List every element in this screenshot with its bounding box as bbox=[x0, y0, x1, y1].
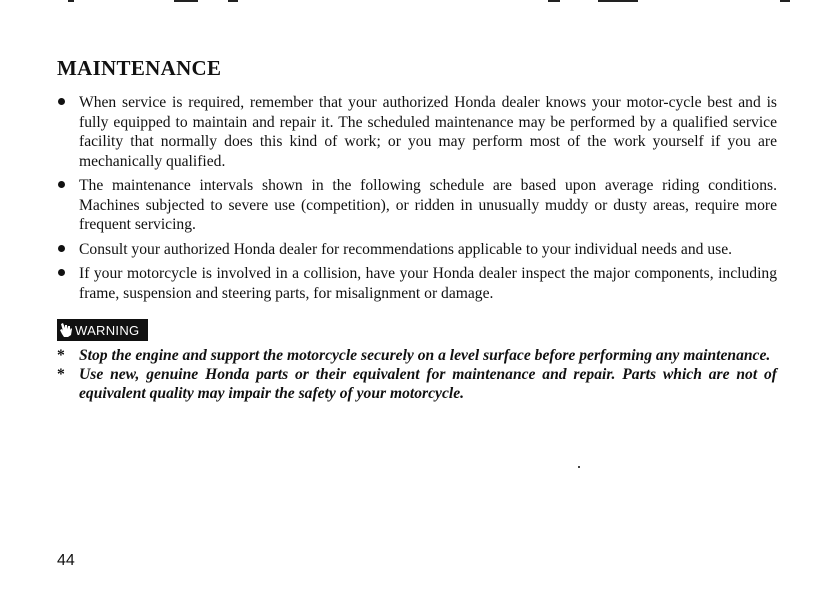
warning-bullet: * bbox=[57, 347, 65, 364]
warning-list bbox=[57, 346, 777, 403]
bullet-text: If your motorcycle is involved in a collision, have your Honda dealer inspect the major components, including frame, suspension and steering parts, for misalignment or damage. bbox=[79, 265, 777, 302]
warning-text: Use new, genuine Honda parts or their equivalent for maintenance and repair. Parts which are not of equivalent quality may impair the safety of your motorcycle. bbox=[79, 366, 777, 402]
page-title: MAINTENANCE bbox=[57, 56, 222, 80]
list-item bbox=[57, 365, 777, 403]
warning-label: WARNING bbox=[75, 322, 140, 338]
bullet-icon bbox=[58, 245, 65, 252]
warning-badge bbox=[57, 319, 148, 341]
list-item bbox=[57, 93, 777, 171]
pointing-hand-icon bbox=[59, 322, 73, 338]
list-item bbox=[57, 176, 777, 235]
bullet-icon bbox=[58, 181, 65, 188]
page-number: 44 bbox=[57, 552, 75, 569]
list-item bbox=[57, 264, 777, 303]
maintenance-bullet-list bbox=[57, 93, 777, 308]
bullet-text: When service is required, remember that your authorized Honda dealer knows your motor-cycle best and is fully equipped to maintain and repair it. The scheduled maintenance may be performed by a qualified service facility that normally does this kind of work; or you may perform most of the work yourself if you are mechanically qualified. bbox=[79, 94, 777, 170]
bullet-icon bbox=[58, 98, 65, 105]
top-edge-marks bbox=[0, 0, 818, 6]
print-speck bbox=[578, 466, 580, 468]
bullet-text: The maintenance intervals shown in the following schedule are based upon average riding conditions. Machines subjected to severe use (competition), or ridden in unusually muddy or dusty areas, require more frequent servicing. bbox=[79, 177, 777, 233]
list-item bbox=[57, 346, 777, 365]
warning-text: Stop the engine and support the motorcycle securely on a level surface before performing any maintenance. bbox=[79, 347, 771, 364]
bullet-text: Consult your authorized Honda dealer for recommendations applicable to your individual needs and use. bbox=[79, 240, 733, 258]
bullet-icon bbox=[58, 269, 65, 276]
list-item bbox=[57, 240, 777, 260]
warning-bullet: * bbox=[57, 366, 65, 383]
